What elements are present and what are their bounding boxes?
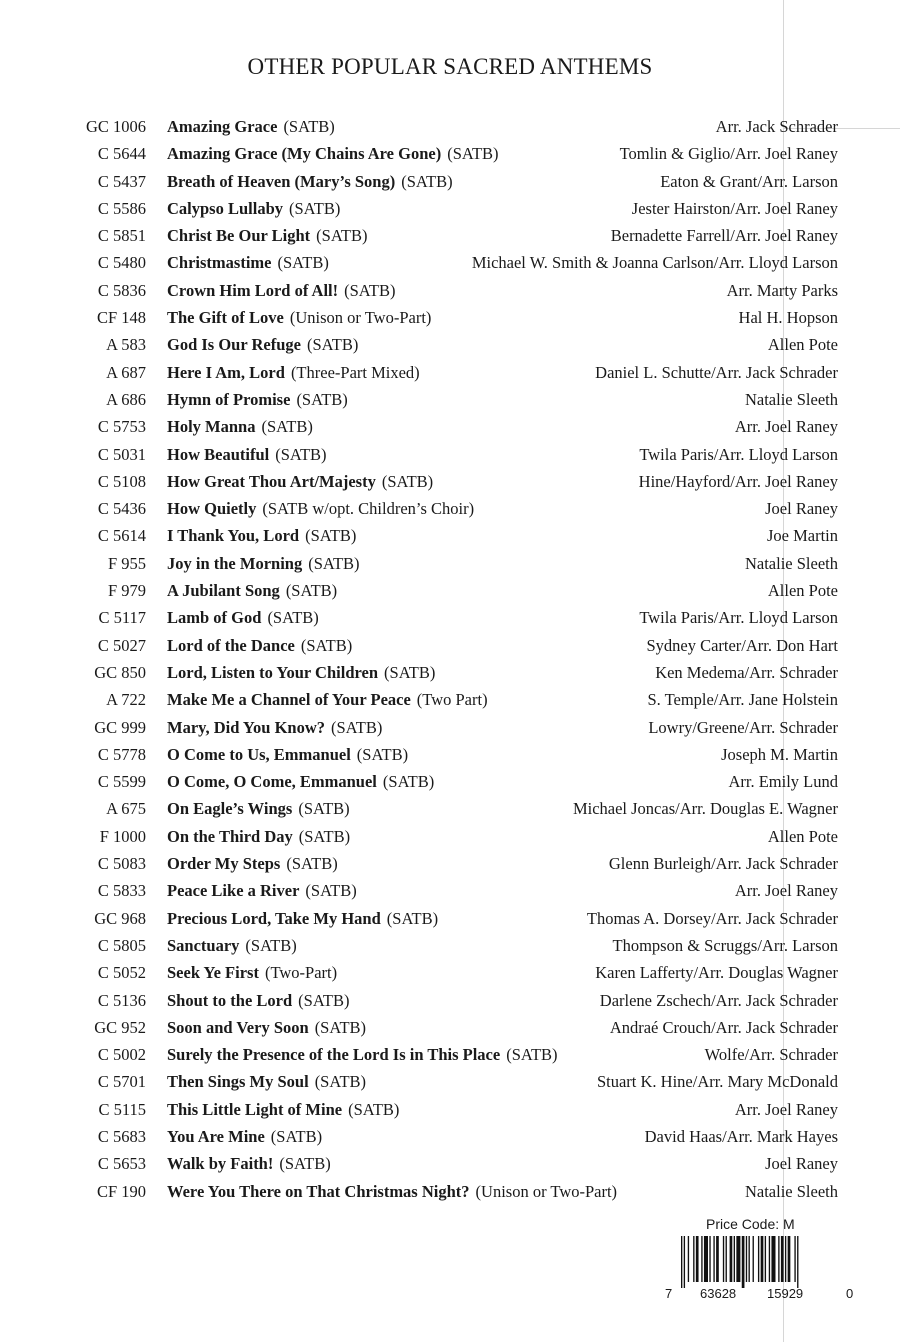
catalog-code: C 5108 — [97, 471, 146, 491]
voicing: (SATB) — [316, 226, 368, 246]
catalog-code: A 675 — [106, 799, 146, 819]
anthem-title-group — [167, 1178, 617, 1205]
voicing: (SATB) — [384, 662, 436, 682]
barcode-bar — [758, 1236, 759, 1282]
anthem-title-group — [167, 686, 488, 713]
anthem-title-group — [167, 959, 337, 986]
anthem-title-group — [167, 331, 358, 358]
barcode-bar — [726, 1236, 727, 1282]
barcode-trail-digit: 0 — [846, 1286, 854, 1301]
anthem-row — [0, 1178, 900, 1205]
catalog-code: C 5701 — [97, 1072, 146, 1092]
voicing: (Unison or Two-Part) — [475, 1181, 618, 1201]
anthem-title: Peace Like a River — [167, 881, 300, 901]
anthem-row — [0, 195, 900, 222]
anthem-row — [0, 1150, 900, 1177]
voicing: (SATB) — [285, 581, 338, 601]
barcode-bars — [677, 1236, 843, 1288]
voicing: (SATB) — [382, 772, 435, 792]
voicing: (SATB) — [261, 417, 313, 437]
anthem-row — [0, 850, 900, 877]
composer-arranger: Bernadette Farrell/Arr. Joel Raney — [610, 226, 838, 246]
voicing: (SATB) — [267, 608, 319, 628]
voicing: (SATB) — [270, 1126, 323, 1146]
catalog-code: F 955 — [107, 553, 146, 573]
anthem-row — [0, 1096, 900, 1123]
anthem-title: Sanctuary — [167, 935, 240, 955]
anthem-title: Precious Lord, Take My Hand — [167, 908, 381, 928]
composer-arranger: Sydney Carter/Arr. Don Hart — [646, 635, 838, 655]
voicing: (SATB) — [506, 1045, 558, 1065]
voicing: (SATB) — [348, 1099, 400, 1119]
anthem-title-group — [167, 468, 433, 495]
barcode-bar — [681, 1236, 682, 1288]
catalog-code: C 5644 — [97, 144, 146, 164]
anthem-title-group — [167, 604, 319, 631]
anthem-title-group — [167, 741, 408, 768]
catalog-code: C 5805 — [97, 935, 146, 955]
composer-arranger: Arr. Jack Schrader — [715, 117, 838, 136]
anthem-title: Make Me a Channel of Your Peace — [167, 690, 411, 710]
catalog-code: C 5753 — [97, 417, 146, 437]
composer-arranger: Allen Pote — [767, 335, 838, 355]
barcode-bar — [688, 1236, 689, 1282]
anthem-title: A Jubilant Song — [167, 581, 280, 601]
anthem-row — [0, 795, 900, 822]
voicing: (SATB) — [307, 335, 359, 355]
anthem-title: Hymn of Promise — [167, 389, 291, 409]
anthem-title-group — [167, 987, 350, 1014]
composer-arranger: Stuart K. Hine/Arr. Mary McDonald — [596, 1072, 838, 1092]
anthem-title: I Thank You, Lord — [167, 526, 300, 546]
anthem-title: Mary, Did You Know? — [167, 717, 325, 737]
composer-arranger: Darlene Zschech/Arr. Jack Schrader — [599, 990, 838, 1010]
composer-arranger: Arr. Joel Raney — [734, 1099, 838, 1119]
catalog-code: C 5683 — [97, 1126, 146, 1146]
anthem-row — [0, 905, 900, 932]
composer-arranger: Arr. Marty Parks — [726, 280, 838, 300]
barcode-bar — [797, 1236, 798, 1288]
anthem-title: Lamb of God — [167, 608, 262, 628]
anthem-row — [0, 768, 900, 795]
anthem-title-group — [167, 659, 435, 686]
barcode-bar — [753, 1236, 754, 1282]
anthem-title: Lord, Listen to Your Children — [167, 662, 379, 682]
catalog-code: GC 1006 — [85, 117, 146, 136]
catalog-code: C 5836 — [97, 280, 146, 300]
composer-arranger: Karen Lafferty/Arr. Douglas Wagner — [595, 963, 838, 983]
anthem-title: Here I Am, Lord — [167, 362, 285, 382]
anthem-title: Shout to the Lord — [167, 990, 293, 1010]
catalog-code: A 686 — [106, 389, 146, 409]
barcode-bar — [713, 1236, 714, 1282]
anthem-title-group — [167, 932, 297, 959]
barcode-bar — [742, 1236, 745, 1288]
barcode-bar — [736, 1236, 740, 1282]
voicing: (SATB) — [298, 990, 350, 1010]
anthem-title-group — [167, 168, 453, 195]
composer-arranger: Joseph M. Martin — [721, 744, 838, 764]
catalog-code: GC 999 — [94, 717, 146, 737]
anthem-title: O Come, O Come, Emmanuel — [167, 772, 377, 792]
catalog-code: C 5778 — [97, 744, 146, 764]
voicing: (SATB) — [314, 1017, 367, 1037]
barcode-bar — [781, 1236, 784, 1282]
anthem-row — [0, 577, 900, 604]
voicing: (SATB) — [356, 744, 409, 764]
anthem-title-group — [167, 1123, 322, 1150]
voicing: (SATB) — [401, 171, 453, 191]
voicing: (SATB) — [305, 881, 357, 901]
anthem-title-group — [167, 850, 338, 877]
catalog-code: C 5586 — [97, 198, 146, 218]
catalog-code: CF 148 — [96, 308, 146, 328]
anthem-title-group — [167, 495, 474, 522]
anthem-title-group — [167, 1014, 366, 1041]
barcode-bar — [693, 1236, 694, 1282]
voicing: (Two Part) — [416, 690, 488, 710]
anthem-title-group — [167, 277, 395, 304]
voicing: (SATB) — [305, 526, 357, 546]
voicing: (SATB w/opt. Children’s Choir) — [262, 499, 475, 519]
catalog-code: GC 952 — [94, 1017, 146, 1037]
barcode-bar — [771, 1236, 775, 1282]
anthem-row — [0, 632, 900, 659]
anthem-row — [0, 1068, 900, 1095]
anthem-row — [0, 877, 900, 904]
anthem-row — [0, 359, 900, 386]
catalog-code: F 979 — [107, 581, 146, 601]
price-code: Price Code: M — [706, 1216, 795, 1232]
anthem-title-group — [167, 905, 438, 932]
composer-arranger: Twila Paris/Arr. Lloyd Larson — [639, 608, 838, 628]
anthem-title: Order My Steps — [167, 854, 281, 874]
anthem-row — [0, 741, 900, 768]
barcode-bar — [684, 1236, 685, 1288]
catalog-code: GC 968 — [94, 908, 146, 928]
anthem-title: Then Sings My Soul — [167, 1072, 309, 1092]
catalog-code: C 5614 — [97, 526, 146, 546]
anthem-title-group — [167, 359, 420, 386]
voicing: (SATB) — [331, 717, 383, 737]
anthem-title: Crown Him Lord of All! — [167, 280, 339, 300]
catalog-code: C 5115 — [98, 1099, 146, 1119]
composer-arranger: Arr. Emily Lund — [728, 772, 838, 792]
anthem-row — [0, 932, 900, 959]
anthem-title-group — [167, 140, 499, 167]
voicing: (SATB) — [245, 935, 297, 955]
anthem-row — [0, 1041, 900, 1068]
composer-arranger: Daniel L. Schutte/Arr. Jack Schrader — [595, 362, 838, 382]
composer-arranger: Ken Medema/Arr. Schrader — [655, 662, 838, 682]
composer-arranger: Michael Joncas/Arr. Douglas E. Wagner — [572, 799, 838, 819]
barcode-bar — [709, 1236, 710, 1282]
anthem-row — [0, 959, 900, 986]
composer-arranger: Hal H. Hopson — [738, 308, 838, 328]
anthem-title-group — [167, 222, 368, 249]
composer-arranger: Tomlin & Giglio/Arr. Joel Raney — [619, 144, 838, 164]
anthem-title-group — [167, 877, 357, 904]
anthem-row — [0, 604, 900, 631]
catalog-code: F 1000 — [99, 826, 146, 846]
anthem-title: Calypso Lullaby — [167, 198, 283, 218]
anthem-row — [0, 386, 900, 413]
voicing: (SATB) — [386, 908, 439, 928]
anthem-row — [0, 304, 900, 331]
barcode-bar — [704, 1236, 708, 1282]
anthem-title: O Come to Us, Emmanuel — [167, 744, 351, 764]
anthem-title: On Eagle’s Wings — [167, 799, 293, 819]
composer-arranger: S. Temple/Arr. Jane Holstein — [647, 690, 838, 710]
voicing: (SATB) — [283, 117, 335, 136]
voicing: (SATB) — [289, 198, 341, 218]
anthem-row — [0, 659, 900, 686]
anthem-row — [0, 1014, 900, 1041]
anthem-title-group — [167, 714, 382, 741]
anthem-row — [0, 441, 900, 468]
barcode-bar — [749, 1236, 750, 1282]
composer-arranger: Joel Raney — [765, 1154, 838, 1174]
composer-arranger: Eaton & Grant/Arr. Larson — [660, 171, 838, 191]
voicing: (SATB) — [296, 389, 348, 409]
composer-arranger: Joe Martin — [766, 526, 838, 546]
composer-arranger: Andraé Crouch/Arr. Jack Schrader — [609, 1017, 838, 1037]
anthem-row — [0, 495, 900, 522]
barcode-bar — [734, 1236, 735, 1282]
anthem-row — [0, 823, 900, 850]
anthem-title-group — [167, 823, 350, 850]
anthem-row — [0, 168, 900, 195]
barcode-bar — [696, 1236, 699, 1282]
catalog-code: C 5436 — [97, 499, 146, 519]
barcode-bar — [761, 1236, 764, 1282]
anthem-title: Amazing Grace (My Chains Are Gone) — [167, 144, 442, 164]
catalog-code: A 722 — [106, 690, 146, 710]
anthem-title: Seek Ye First — [167, 963, 259, 983]
anthem-title-group — [167, 632, 352, 659]
anthem-title-group — [167, 522, 356, 549]
anthem-title: How Great Thou Art/Majesty — [167, 471, 376, 491]
barcode-bar — [746, 1236, 747, 1282]
composer-arranger: Natalie Sleeth — [744, 1181, 838, 1201]
catalog-code: CF 190 — [96, 1181, 146, 1201]
anthem-row — [0, 468, 900, 495]
anthem-row — [0, 686, 900, 713]
composer-arranger: Natalie Sleeth — [744, 553, 838, 573]
anthem-title: God Is Our Refuge — [167, 335, 301, 355]
anthem-title: Soon and Very Soon — [167, 1017, 309, 1037]
anthem-row — [0, 113, 900, 140]
anthem-row — [0, 522, 900, 549]
anthem-title-group — [167, 413, 313, 440]
composer-arranger: Hine/Hayford/Arr. Joel Raney — [638, 471, 838, 491]
composer-arranger: Allen Pote — [767, 581, 838, 601]
anthem-row — [0, 714, 900, 741]
catalog-code: GC 850 — [94, 662, 146, 682]
catalog-code: C 5480 — [97, 253, 146, 273]
anthem-title-group — [167, 195, 340, 222]
anthem-row — [0, 140, 900, 167]
anthem-title-group — [167, 304, 431, 331]
catalog-code: C 5833 — [97, 881, 146, 901]
barcode-bar — [765, 1236, 766, 1282]
anthem-title-group — [167, 795, 350, 822]
anthem-title-group — [167, 1068, 366, 1095]
catalog-code: C 5027 — [97, 635, 146, 655]
barcode-bar — [794, 1236, 795, 1282]
catalog-code: C 5052 — [97, 963, 146, 983]
barcode-bar — [723, 1236, 724, 1282]
page-title: OTHER POPULAR SACRED ANTHEMS — [247, 54, 653, 79]
composer-arranger: Allen Pote — [767, 826, 838, 846]
composer-arranger: Natalie Sleeth — [744, 389, 838, 409]
voicing: (Unison or Two-Part) — [289, 308, 432, 328]
voicing: (SATB) — [275, 444, 327, 464]
anthem-title-group — [167, 1041, 558, 1068]
barcode-bar — [778, 1236, 779, 1282]
anthem-title: The Gift of Love — [167, 308, 284, 328]
anthem-title: How Beautiful — [167, 444, 270, 464]
anthem-row — [0, 413, 900, 440]
anthem-title-group — [167, 550, 360, 577]
voicing: (SATB) — [314, 1072, 367, 1092]
voicing: (SATB) — [298, 826, 351, 846]
anthem-title-group — [167, 441, 327, 468]
anthem-title-group — [167, 768, 434, 795]
anthem-list — [0, 113, 900, 1205]
catalog-code: C 5136 — [97, 990, 146, 1010]
anthem-title: You Are Mine — [167, 1126, 265, 1146]
composer-arranger: Twila Paris/Arr. Lloyd Larson — [639, 444, 838, 464]
barcode-bar — [788, 1236, 791, 1282]
composer-arranger: Thomas A. Dorsey/Arr. Jack Schrader — [586, 908, 838, 928]
anthem-title: Breath of Heaven (Mary’s Song) — [167, 171, 396, 191]
catalog-code: C 5117 — [98, 608, 146, 628]
barcode-bar — [716, 1236, 719, 1282]
barcode-right-group: 15929 — [767, 1286, 804, 1301]
composer-arranger: Wolfe/Arr. Schrader — [704, 1045, 838, 1065]
barcode-bar — [701, 1236, 702, 1282]
composer-arranger: Joel Raney — [765, 499, 838, 519]
voicing: (SATB) — [308, 553, 360, 573]
anthem-title-group — [167, 113, 335, 140]
anthem-title: Amazing Grace — [167, 117, 278, 136]
anthem-row — [0, 987, 900, 1014]
anthem-title: Joy in the Morning — [167, 553, 303, 573]
voicing: (Three-Part Mixed) — [290, 362, 420, 382]
anthem-title: Surely the Presence of the Lord Is in This Place — [167, 1045, 501, 1065]
catalog-code: A 583 — [106, 335, 146, 355]
anthem-title-group — [167, 1150, 331, 1177]
anthem-title: Christ Be Our Light — [167, 226, 311, 246]
anthem-row — [0, 331, 900, 358]
anthem-title: Were You There on That Christmas Night? — [167, 1181, 470, 1201]
anthem-row — [0, 277, 900, 304]
composer-arranger: Arr. Joel Raney — [734, 417, 838, 437]
catalog-code: C 5653 — [97, 1154, 146, 1174]
catalog-code: A 687 — [106, 362, 146, 382]
voicing: (SATB) — [300, 635, 353, 655]
anthem-title-group — [167, 1096, 399, 1123]
anthem-title: On the Third Day — [167, 826, 293, 846]
anthem-title: This Little Light of Mine — [167, 1099, 343, 1119]
barcode-bar — [730, 1236, 733, 1282]
anthem-title: Christmastime — [167, 253, 272, 273]
voicing: (SATB) — [279, 1154, 331, 1174]
catalog-code: C 5083 — [97, 854, 146, 874]
composer-arranger: Lowry/Greene/Arr. Schrader — [648, 717, 838, 737]
catalog-code: C 5851 — [97, 226, 146, 246]
barcode-left-group: 63628 — [700, 1286, 737, 1301]
anthem-row — [0, 1123, 900, 1150]
anthem-title-group — [167, 249, 329, 276]
composer-arranger: Glenn Burleigh/Arr. Jack Schrader — [608, 854, 838, 874]
voicing: (SATB) — [286, 854, 338, 874]
voicing: (Two-Part) — [264, 963, 338, 983]
voicing: (SATB) — [344, 280, 396, 300]
anthem-title-group — [167, 577, 337, 604]
catalog-code: C 5437 — [97, 171, 146, 191]
composer-arranger: Arr. Joel Raney — [734, 881, 838, 901]
anthem-row — [0, 222, 900, 249]
anthem-row — [0, 249, 900, 276]
anthem-title: How Quietly — [167, 499, 257, 519]
anthem-title-group — [167, 386, 348, 413]
anthem-title: Holy Manna — [167, 417, 256, 437]
voicing: (SATB) — [277, 253, 329, 273]
composer-arranger: Jester Hairston/Arr. Joel Raney — [631, 198, 838, 218]
barcode-bar — [785, 1236, 786, 1282]
composer-arranger: David Haas/Arr. Mark Hayes — [644, 1126, 838, 1146]
voicing: (SATB) — [298, 799, 350, 819]
composer-arranger: Michael W. Smith & Joanna Carlson/Arr. Lloyd Larson — [471, 253, 838, 273]
composer-arranger: Thompson & Scruggs/Arr. Larson — [612, 935, 838, 955]
catalog-code: C 5031 — [97, 444, 146, 464]
anthem-title: Lord of the Dance — [167, 635, 295, 655]
voicing: (SATB) — [447, 144, 499, 164]
barcode-bar — [769, 1236, 770, 1282]
voicing: (SATB) — [381, 471, 434, 491]
barcode-lead-digit: 7 — [665, 1286, 673, 1301]
anthem-title: Walk by Faith! — [167, 1154, 274, 1174]
anthem-row — [0, 550, 900, 577]
catalog-code: C 5002 — [97, 1045, 146, 1065]
catalog-code: C 5599 — [97, 772, 146, 792]
